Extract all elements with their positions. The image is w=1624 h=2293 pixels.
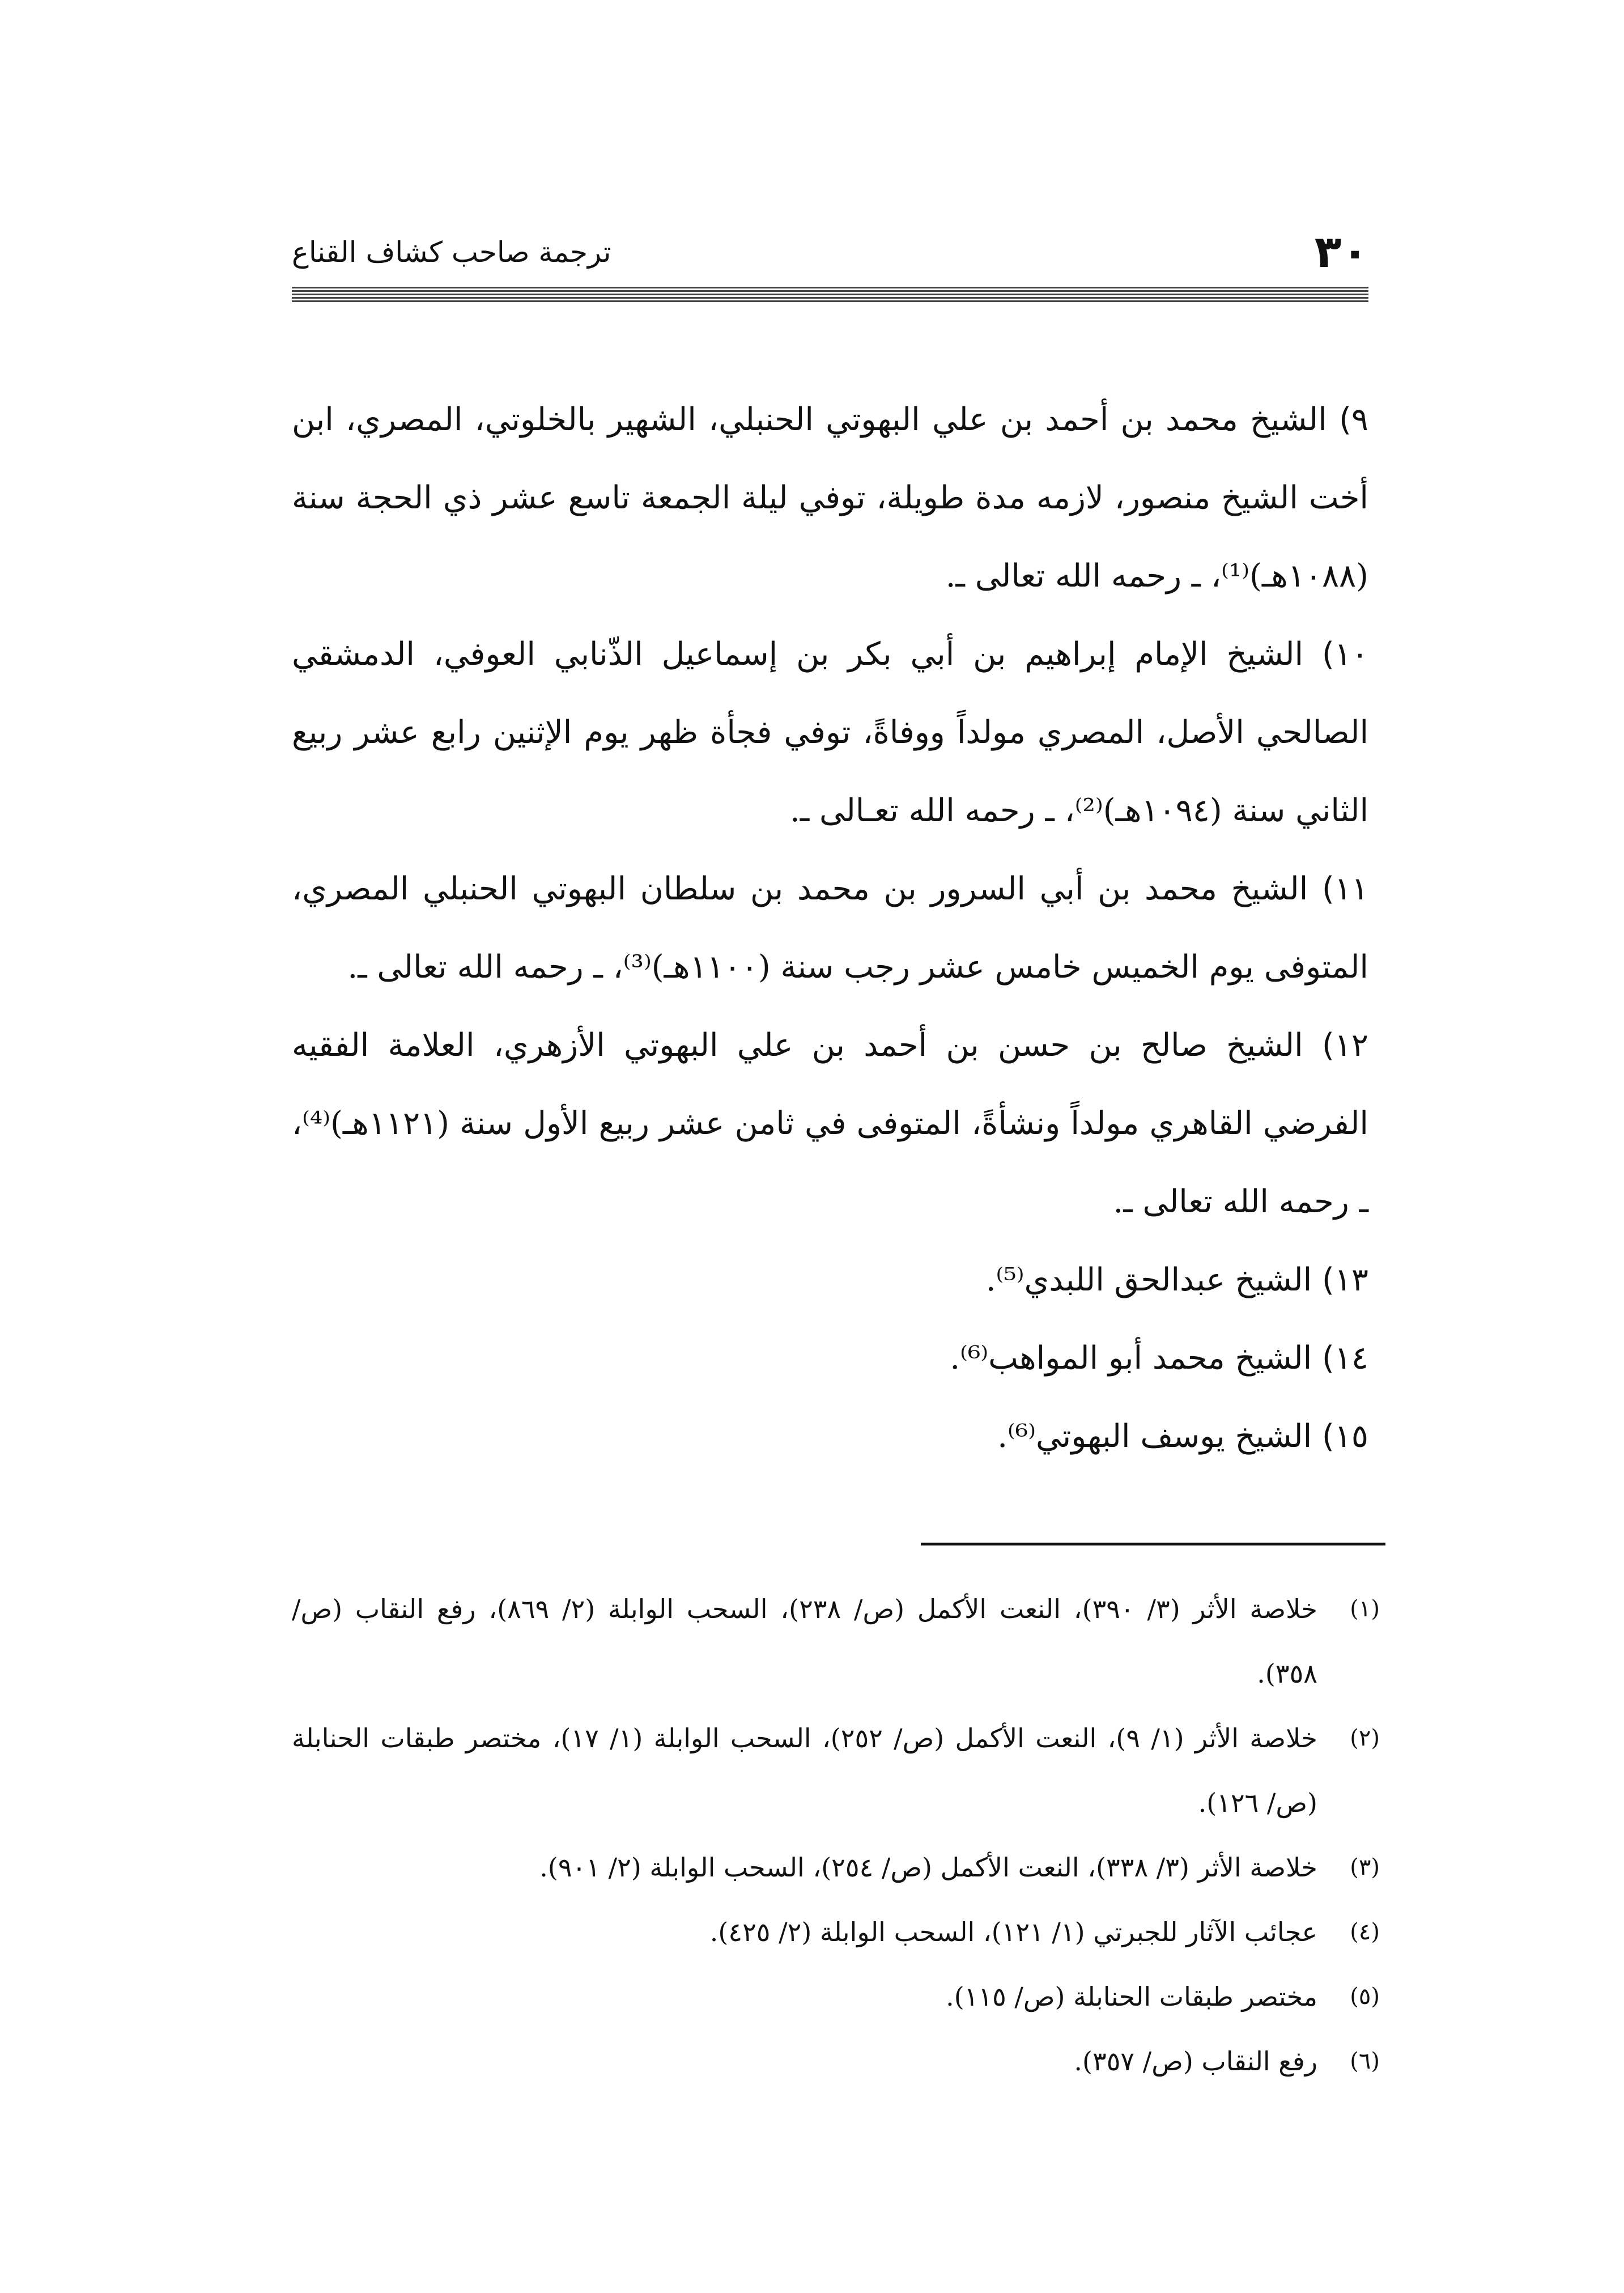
footnote-4: [292, 1900, 1380, 1964]
entry-text: الشيخ محمد بن أبي السرور بن محمد بن سلطان البهوتي الحنبلي المصري، المتوفى يوم الخميس خامس عشر رجب سنة (١١٠٠هـ)⁽³⁾، ـ رحمه الله تعالى ـ.: [292, 871, 1368, 986]
entry-text: الشيخ محمد أبو المواهب⁽⁶⁾.: [950, 1340, 1312, 1377]
page-header: [292, 227, 1368, 278]
footnote-marker: (٤): [1350, 1919, 1380, 1945]
entry-text: الشيخ محمد بن أحمد بن علي البهوتي الحنبلي، الشهير بالخلوتي، المصري، ابن أخت الشيخ منصور، لازمه مدة طويلة، توفي ليلة الجمعة تاسع عشر ذي الحجة سنة (١٠٨٨هـ)⁽¹⁾، ـ رحمه الله تعالى ـ.: [292, 401, 1368, 595]
footnote-marker: (٦): [1350, 2048, 1380, 2074]
footnotes: [292, 1577, 1380, 2094]
footnote-5: [292, 1964, 1380, 2029]
footnote-marker: (١): [1350, 1596, 1380, 1622]
footnote-text: خلاصة الأثر (٣/ ٣٩٠)، النعت الأكمل (ص/ ٢٣٨)، السحب الوابلة (٢/ ٨٦٩)، رفع النقاب (ص/ ٣٥٨).: [292, 1594, 1317, 1689]
footnote-text: عجائب الآثار للجبرتي (١/ ١٢١)، السحب الوابلة (٢/ ٤٢٥).: [709, 1917, 1317, 1947]
footnote-text: رفع النقاب (ص/ ٣٥٧).: [1074, 2046, 1317, 2077]
entry-12: [292, 1007, 1368, 1241]
footnote-separator: [921, 1543, 1385, 1545]
entry-14: [292, 1319, 1368, 1398]
entry-number: ١٥): [1321, 1418, 1368, 1455]
entry-number: ١٣): [1321, 1262, 1368, 1298]
page-number: ٣٠: [1314, 227, 1368, 278]
entry-number: ١٤): [1321, 1340, 1368, 1377]
footnote-marker: (٢): [1350, 1725, 1380, 1751]
entry-number: ٩): [1339, 401, 1368, 438]
footnote-marker: (٥): [1350, 1984, 1380, 2010]
footnote-text: خلاصة الأثر (١/ ٩)، النعت الأكمل (ص/ ٢٥٢)، السحب الوابلة (١/ ١٧)، مختصر طبقات الحنابلة (ص/ ١٢٦).: [292, 1723, 1317, 1818]
running-title: ترجمة صاحب كشاف القناع: [292, 236, 611, 269]
entry-number: ١١): [1321, 871, 1368, 907]
header-rule: [292, 286, 1368, 302]
entry-9: [292, 381, 1368, 615]
entry-text: الشيخ صالح بن حسن بن أحمد بن علي البهوتي الأزهري، العلامة الفقيه الفرضي القاهري مولداً ونشأةً، المتوفى في ثامن عشر ربيع الأول سنة (١١٢١هـ)⁽⁴⁾، ـ رحمه الله تعالى ـ.: [292, 1027, 1368, 1220]
footnote-marker: (٣): [1350, 1854, 1380, 1880]
entry-number: ١٠): [1321, 636, 1368, 673]
footnote-text: خلاصة الأثر (٣/ ٣٣٨)، النعت الأكمل (ص/ ٢٥٤)، السحب الوابلة (٢/ ٩٠١).: [539, 1852, 1317, 1883]
footnote-3: [292, 1835, 1380, 1900]
entry-text: الشيخ عبدالحق اللبدي⁽⁵⁾.: [985, 1262, 1312, 1298]
footnote-2: [292, 1706, 1380, 1835]
footnote-1: [292, 1577, 1380, 1706]
footnote-6: [292, 2029, 1380, 2094]
entry-10: [292, 615, 1368, 850]
entry-text: الشيخ يوسف البهوتي⁽⁶⁾.: [997, 1418, 1312, 1455]
entry-text: الشيخ الإمام إبراهيم بن أبي بكر بن إسماعيل الذّنابي العوفي، الدمشقي الصالحي الأصل، المصري مولداً ووفاةً، توفي فجأة ظهر يوم الإثنين رابع عشر ربيع الثاني سنة (١٠٩٤هـ)⁽²⁾، ـ رحمه الله تعـالى ـ.: [292, 636, 1368, 829]
footnote-text: مختصر طبقات الحنابلة (ص/ ١١٥).: [946, 1981, 1317, 2012]
entry-11: [292, 850, 1368, 1007]
entry-15: [292, 1398, 1368, 1476]
main-text: [292, 381, 1368, 1476]
entry-number: ١٢): [1321, 1027, 1368, 1064]
entry-13: [292, 1241, 1368, 1319]
